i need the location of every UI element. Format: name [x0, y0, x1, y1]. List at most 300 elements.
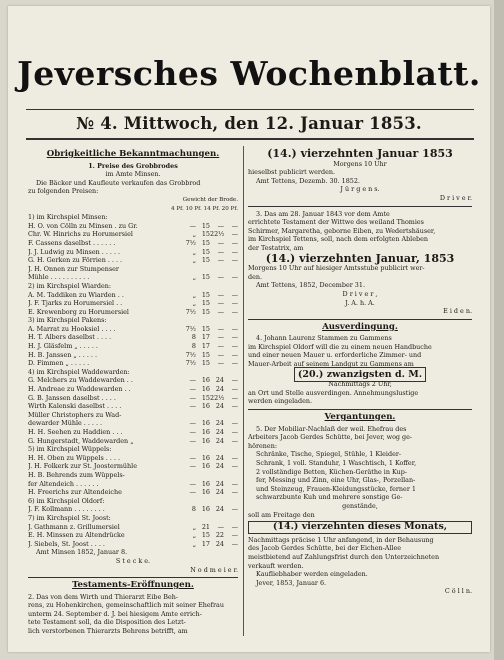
body-text: Kaufliebhaber werden eingeladen. — [256, 570, 368, 579]
intro-text: Die Bäcker und Kaufleute verkaufen das Grobbrod — [36, 178, 201, 187]
table-cell-price: — — [231, 539, 238, 548]
table-cell-price: 17 — [201, 539, 210, 548]
table-cell-price — [182, 213, 196, 222]
table-row — [28, 230, 238, 239]
table-cell-price: 16 — [201, 453, 210, 462]
table-cell-name: 2) im Kirchspiel Wiarden: — [28, 281, 112, 290]
table-cell-price: 15 — [201, 393, 210, 402]
table-cell-price — [196, 471, 210, 480]
table-cell-price — [182, 514, 196, 523]
date-heading: (14.) vierzehnten Januar 1853 — [267, 147, 453, 160]
table-cell-price — [210, 316, 224, 325]
table-cell-price — [224, 514, 238, 523]
table-cell-price: — — [217, 247, 224, 256]
table-cell-name: J. J. Ludwig zu Minsen . . . . . — [28, 247, 121, 256]
table-cell-price: — — [189, 479, 196, 488]
body-text: hörenen: — [248, 441, 277, 450]
table-cell-price — [224, 411, 238, 420]
price-table — [28, 213, 238, 548]
table-cell-price: 21 — [201, 522, 210, 531]
table-cell-price — [210, 514, 224, 523]
table-cell-price: — — [217, 238, 224, 247]
divider — [248, 206, 472, 207]
body-text: Mauer-Arbeit auf seinem Landgut zu Gammens am — [248, 360, 414, 369]
body-text: verkauft werden. — [248, 561, 304, 570]
table-cell-name: G. H. Gerken zu Förrien . . . . — [28, 256, 123, 265]
body-text: im Kirchspiel Oldorf will die zu einem neuen Handbuche — [248, 342, 432, 351]
table-cell-price: — — [217, 221, 224, 230]
table-cell-price — [182, 411, 196, 420]
table-cell-price — [196, 368, 210, 377]
item-subtitle: im Amte Minsen. — [105, 170, 161, 179]
table-cell-price: — — [217, 359, 224, 368]
table-row — [28, 333, 238, 342]
table-cell-price: — — [231, 359, 238, 368]
body-text: unterm 24. September d. J. bei hiesigem Amte errich- — [28, 609, 202, 618]
table-row — [28, 385, 238, 394]
section-heading: Testaments-Eröffnungen. — [72, 580, 194, 591]
signature: N o d m e i e r. — [190, 565, 238, 574]
table-cell-price: 22 — [215, 531, 224, 540]
table-cell-name: F. Cassens daselbst . . . . . . — [28, 238, 116, 247]
table-cell-name: 4) im Kirchspiel Waddewarden: — [28, 367, 130, 376]
table-cell-name: J. H. Folkerk zur St. Joostermühle — [28, 462, 137, 471]
signature: C ö l l n. — [444, 587, 472, 596]
table-cell-price: — — [189, 462, 196, 471]
table-row — [28, 342, 238, 351]
table-cell-price: — — [231, 462, 238, 471]
table-cell-name: H. H. Oben zu Wüppels . . . . — [28, 453, 121, 462]
weight-header: Gewicht der Brode. — [182, 196, 238, 203]
table-row — [28, 325, 238, 334]
body-text: Amt Tettens, Dezemb. 30. 1852. — [256, 176, 360, 185]
table-cell-price: 15 — [201, 273, 210, 282]
table-cell-name: A. M. Taddiken zu Wiarden . . — [28, 290, 124, 299]
body-text: meistbietend auf Zahlungsfrist durch den Unterzeichneten — [248, 552, 440, 561]
table-cell-price: — — [189, 402, 196, 411]
left-column — [28, 148, 238, 636]
table-cell-price — [182, 282, 196, 291]
table-cell-price: — — [231, 505, 238, 514]
body-text: den. — [248, 272, 263, 281]
table-cell-price: 16 — [201, 402, 210, 411]
table-cell-price — [196, 445, 210, 454]
table-cell-price — [182, 316, 196, 325]
body-text: errichtete Testament der Wittwe des weiland Thomies — [248, 218, 424, 227]
table-cell-name: 6) im Kirchspiel Oldorf: — [28, 496, 105, 505]
table-row — [28, 540, 238, 549]
body-text: Amt Tettens, 1852, December 31. — [256, 281, 365, 290]
table-cell-price — [182, 445, 196, 454]
body-text: 5. Der Mobiliar-Nachlaß der weil. Ehefrau des — [256, 424, 407, 433]
table-row — [28, 497, 238, 506]
table-row — [28, 523, 238, 532]
signature: D r i v e r. — [439, 193, 472, 202]
body-text: Morgens 10 Uhr — [333, 159, 387, 168]
table-cell-price: 16 — [201, 376, 210, 385]
table-cell-price: — — [217, 307, 224, 316]
signature: D r i v e r , — [342, 289, 378, 298]
table-cell-name: G. B. Janssen daselbst . . . . — [28, 393, 116, 402]
divider — [28, 577, 238, 578]
table-cell-price: 15 — [201, 238, 210, 247]
table-cell-price: — — [217, 256, 224, 265]
table-cell-price: „ — [192, 539, 196, 548]
table-row — [28, 299, 238, 308]
body-text: fer, Messing und Zinn, eine Uhr, Glas-, Porzellan- — [256, 476, 416, 485]
table-cell-price: — — [231, 247, 238, 256]
body-text: 4. Johann Laurenz Stammen zu Gammens — [256, 334, 392, 343]
table-cell-price: — — [231, 333, 238, 342]
table-cell-price: 16 — [201, 479, 210, 488]
table-cell-price: — — [231, 256, 238, 265]
table-cell-price: 15 — [201, 247, 210, 256]
table-cell-name: fer Altendeich . . . . . . — [28, 479, 99, 488]
signature: J ü r g e n s. — [340, 185, 380, 194]
table-cell-price — [224, 497, 238, 506]
table-cell-name: H. B. Janssen „ . . . . . — [28, 350, 97, 359]
table-row — [28, 359, 238, 368]
table-cell-price — [182, 497, 196, 506]
table-cell-price: — — [217, 290, 224, 299]
table-cell-price: 24 — [215, 488, 224, 497]
place-date: Amt Minsen 1852, Januar 8. — [36, 548, 128, 557]
table-cell-name: E. H. Minssen zu Altendrücke — [28, 531, 125, 540]
body-text: hieselbst publicirt werden. — [248, 168, 336, 177]
table-cell-name: Wirth Kalenski daselbst . . . . — [28, 402, 122, 411]
table-row — [28, 368, 238, 377]
table-cell-price: 24 — [215, 402, 224, 411]
table-cell-price: „ — [192, 522, 196, 531]
body-text: des Jacob Gerdes Schütte, bei der Eichen-Allee — [248, 544, 402, 553]
table-cell-price: 22½ — [210, 393, 225, 402]
table-cell-price: 8 — [191, 342, 196, 351]
table-cell-price: 15 — [201, 221, 210, 230]
table-row — [28, 437, 238, 446]
body-text: Schrank, 1 voll. Standuhr, 1 Waschtisch, 1 Koffer, — [256, 459, 417, 467]
table-row — [28, 488, 238, 497]
table-cell-price: — — [231, 290, 238, 299]
table-row — [28, 273, 238, 282]
table-cell-price: — — [217, 273, 224, 282]
table-cell-name: A. Marrat zu Hooksiel . . . . — [28, 324, 116, 333]
table-cell-price: „ — [192, 290, 196, 299]
table-row — [28, 480, 238, 489]
table-cell-price: 24 — [215, 436, 224, 445]
table-cell-price — [224, 471, 238, 480]
table-cell-price — [196, 316, 210, 325]
table-cell-price — [224, 282, 238, 291]
body-text: 3. Das am 28. Januar 1843 vor dem Amte — [256, 209, 390, 218]
body-text: 2 vollständige Betten, Küchen-Geräthe in Kup- — [256, 467, 407, 476]
section-heading: Ausverdingung. — [322, 321, 398, 332]
table-cell-name: J. Siebels, St. Joost . . . . — [28, 539, 105, 548]
table-cell-name: 5) im Kirchspiel Wüppels: — [28, 445, 112, 454]
table-cell-price: 16 — [201, 428, 210, 436]
intro-text: zu folgenden Preisen: — [28, 187, 99, 196]
table-cell-price: — — [231, 385, 238, 394]
body-text: lich verstorbenen Thierarzts Behrens betrifft, am — [28, 627, 188, 636]
table-cell-price: — — [189, 385, 196, 394]
table-cell-name: 1) im Kirchspiel Minsen: — [28, 213, 108, 222]
table-cell-name: J. F. Tjarks zu Horumersiel . . — [28, 299, 123, 308]
table-cell-price: 16 — [201, 505, 210, 514]
table-cell-price: 15 — [201, 350, 210, 359]
table-row — [28, 394, 238, 403]
table-cell-price: — — [217, 324, 224, 333]
table-cell-price: — — [189, 453, 196, 462]
table-cell-name: G. Melchers zu Waddewarden . . — [28, 376, 133, 385]
table-cell-price: — — [231, 273, 238, 282]
table-cell-name: Mühle . . . . . . . . . . — [28, 273, 90, 282]
table-cell-price: — — [231, 428, 238, 436]
table-cell-price: — — [231, 522, 238, 531]
body-text: und einer neuen Mauer u. erforderliche Zimmer- und — [248, 351, 422, 360]
table-cell-price: — — [231, 238, 238, 247]
table-cell-price — [196, 213, 210, 222]
table-cell-price — [224, 213, 238, 222]
table-cell-price: 16 — [201, 385, 210, 394]
table-cell-price: 17 — [201, 333, 210, 342]
table-cell-price — [224, 368, 238, 377]
body-text: genstände, — [342, 501, 378, 510]
table-cell-price — [196, 497, 210, 506]
table-cell-name: H. H. Seehen zu Haddien . . . — [28, 428, 123, 436]
table-row — [28, 419, 238, 428]
table-cell-price — [210, 265, 224, 274]
table-cell-price: 24 — [215, 385, 224, 394]
table-cell-price: — — [231, 230, 238, 239]
table-cell-price: — — [189, 428, 196, 436]
table-cell-price: 16 — [201, 488, 210, 497]
table-cell-price: — — [189, 488, 196, 497]
table-cell-price — [224, 316, 238, 325]
table-cell-price: 7½ — [185, 324, 196, 333]
table-cell-price: 7½ — [185, 238, 196, 247]
body-text: schwarzbunte Kuh und mehrere sonstige Ge- — [256, 493, 403, 502]
table-cell-price: — — [231, 436, 238, 445]
table-cell-price: — — [189, 393, 196, 402]
table-cell-price — [224, 445, 238, 454]
table-cell-name: H. Freerichs zur Altendeiche — [28, 488, 122, 497]
table-cell-price: 24 — [215, 453, 224, 462]
table-cell-price: 15 — [201, 531, 210, 540]
table-row — [28, 514, 238, 523]
table-cell-price: 15 — [201, 230, 210, 239]
column-divider — [243, 146, 244, 636]
table-cell-price: 15 — [201, 290, 210, 299]
date-heading: (14.) vierzehnten Januar, 1853 — [265, 251, 455, 265]
table-row — [28, 376, 238, 385]
date-box: (20.) zwanzigsten d. M. — [294, 367, 426, 382]
table-cell-name: dewarder Mühle . . . . . — [28, 419, 103, 428]
table-cell-price: — — [189, 221, 196, 230]
body-text: werden eingeladen. — [248, 397, 313, 406]
table-cell-price: — — [231, 488, 238, 497]
table-cell-price: — — [231, 342, 238, 351]
table-cell-price: 7½ — [185, 307, 196, 316]
table-cell-price — [210, 282, 224, 291]
table-cell-name: 7) im Kirchspiel St. Joost: — [28, 513, 111, 522]
table-cell-price: — — [217, 333, 224, 342]
body-text: Morgens 10 Uhr auf hiesiger Amtsstube publicirt wer- — [248, 264, 425, 273]
table-cell-price: 24 — [215, 505, 224, 514]
table-cell-name: Chr. W. Hinrichs zu Horumersiel — [28, 230, 133, 239]
table-cell-name: H. O. von Cölln zu Minsen . zu Gr. — [28, 221, 138, 230]
table-cell-name: 3) im Kirchspiel Pakens: — [28, 316, 107, 325]
table-cell-name: H. Andreae zu Waddewarden . . — [28, 385, 131, 394]
table-cell-price: — — [231, 299, 238, 308]
table-cell-price: — — [189, 376, 196, 385]
table-row — [28, 256, 238, 265]
table-cell-price — [182, 471, 196, 480]
table-cell-price — [196, 282, 210, 291]
table-cell-name: H. J. Gläsfelm „ . . . . . — [28, 342, 98, 351]
table-row — [28, 402, 238, 411]
table-cell-name: J. F. Kollmann . . . . . . . . — [28, 505, 105, 514]
table-row — [28, 239, 238, 248]
table-row — [28, 462, 238, 471]
table-cell-price — [196, 514, 210, 523]
body-text: der Testatrix, am — [248, 243, 304, 252]
table-row — [28, 222, 238, 231]
table-cell-price: — — [231, 324, 238, 333]
table-cell-price: 7½ — [185, 350, 196, 359]
body-text: Jever, 1853, Januar 6. — [256, 578, 327, 587]
table-cell-price: 16 — [201, 462, 210, 471]
table-row — [28, 411, 238, 420]
table-cell-price: — — [231, 393, 238, 402]
table-row — [28, 428, 238, 437]
table-cell-price: — — [217, 299, 224, 308]
table-cell-price: „ — [192, 299, 196, 308]
table-cell-name: J. Gathmann z. Grillumersiel — [28, 522, 120, 531]
table-cell-price: — — [231, 350, 238, 359]
table-cell-price: 24 — [215, 462, 224, 471]
table-cell-price: — — [231, 307, 238, 316]
table-cell-price: 7½ — [185, 359, 196, 368]
table-cell-price — [210, 497, 224, 506]
table-cell-price: 24 — [215, 428, 224, 436]
table-cell-price: — — [231, 376, 238, 385]
table-cell-price — [196, 265, 210, 274]
section-heading: Obrigkeitliche Bekanntmachungen. — [46, 149, 220, 159]
table-cell-price: — — [231, 479, 238, 488]
table-cell-price: 24 — [215, 419, 224, 428]
signature: S t e c k e. — [115, 556, 151, 565]
table-cell-name: H. B. Behrends zum Wüppels- — [28, 470, 125, 479]
table-cell-price: — — [231, 221, 238, 230]
masthead: Jeversches Wochenblatt. — [17, 54, 481, 93]
table-cell-price: — — [231, 402, 238, 411]
table-cell-price: — — [189, 436, 196, 445]
table-cell-price — [182, 265, 196, 274]
table-row — [28, 291, 238, 300]
newspaper-page — [8, 6, 490, 652]
table-cell-name: E. Krewenborg zu Horumersiel — [28, 307, 129, 316]
table-cell-price: „ — [192, 247, 196, 256]
table-cell-price — [210, 471, 224, 480]
item-title: 1. Preise des Grobbrodes — [88, 161, 178, 170]
table-cell-price: — — [231, 453, 238, 462]
body-text: im Kirchspiel Tettens, soll, nach dem erfolgten Ableben — [248, 235, 428, 244]
body-text: Schirmer, Margaretha, geborne Eiben, zu Wedertshäuser, — [248, 226, 436, 235]
table-cell-price — [210, 368, 224, 377]
table-cell-price: 16 — [201, 436, 210, 445]
table-cell-price: — — [231, 419, 238, 428]
table-cell-price: 15 — [201, 359, 210, 368]
table-cell-price: — — [217, 342, 224, 351]
table-row — [28, 282, 238, 291]
dateline: № 4. Mittwoch, den 12. Januar 1853. — [76, 114, 422, 133]
body-text: tete Testament soll, da die Disposition des Letzt- — [28, 618, 186, 627]
table-cell-price: 24 — [215, 479, 224, 488]
body-text: Nachmittags 2 Uhr, — [328, 380, 392, 389]
table-cell-name: Müller Christophers zu Wad- — [28, 410, 122, 419]
table-cell-price: „ — [192, 256, 196, 265]
table-row — [28, 213, 238, 222]
body-text: soll am Freitage den — [248, 510, 315, 519]
section-heading: Vergantungen. — [324, 412, 396, 423]
table-cell-price: 15 — [201, 299, 210, 308]
divider — [248, 409, 472, 410]
table-cell-price: — — [189, 419, 196, 428]
table-row — [28, 454, 238, 463]
table-cell-price: 24 — [215, 539, 224, 548]
right-column — [248, 148, 472, 596]
table-cell-price: 24 — [215, 376, 224, 385]
date-box: (14.) vierzehnten dieses Monats, — [248, 521, 472, 534]
table-cell-price: — — [231, 531, 238, 540]
table-cell-price: 15 — [201, 256, 210, 265]
table-cell-name: H. T. Albers daselbst . . . . — [28, 333, 112, 342]
body-text: 2. Das von dem Wirth und Thierarzt Eibe Beh- — [28, 592, 179, 601]
table-cell-price: — — [217, 350, 224, 359]
body-text: Nachmittags präcise 1 Uhr anfangend, in der Behausung — [248, 535, 434, 544]
table-cell-name: J. H. Onnen zur Stumpenser — [28, 264, 119, 273]
table-cell-price — [210, 411, 224, 420]
table-cell-price — [196, 411, 210, 420]
table-cell-price: 15 — [201, 307, 210, 316]
table-cell-price: 17 — [201, 342, 210, 351]
divider — [248, 319, 472, 320]
weight-units: 4 Pf. 10 Pf. 14 Pf. 20 Pf. — [170, 205, 238, 212]
table-row — [28, 308, 238, 317]
table-cell-price — [210, 213, 224, 222]
signature: J. A. h. A. — [345, 298, 375, 307]
table-row — [28, 445, 238, 454]
table-cell-price — [224, 265, 238, 274]
divider — [26, 109, 474, 110]
body-text: und Steinzeug, Frauen-Kleidungsstücke, ferner 1 — [256, 484, 416, 493]
table-row — [28, 531, 238, 540]
table-cell-price: 8 — [191, 333, 196, 342]
table-row — [28, 351, 238, 360]
table-cell-price: „ — [192, 531, 196, 540]
body-text: an Ort und Stelle ausverdingen. Annehmungslustige — [248, 388, 419, 397]
page-edge — [494, 0, 504, 660]
table-cell-price: 15 — [201, 324, 210, 333]
table-row — [28, 265, 238, 274]
table-row — [28, 248, 238, 257]
table-cell-price — [210, 445, 224, 454]
body-text: Arbeiters Jacob Gerdes Schütte, bei Jever, wog ge- — [248, 433, 413, 442]
table-cell-name: D. Fimmen „ . . . . . — [28, 359, 90, 368]
table-cell-price: 8 — [191, 505, 196, 514]
table-row — [28, 316, 238, 325]
table-row — [28, 505, 238, 514]
body-text: rens, zu Hohenkirchen, gemeinschaftlich mit seiner Ehefrau — [28, 601, 224, 610]
